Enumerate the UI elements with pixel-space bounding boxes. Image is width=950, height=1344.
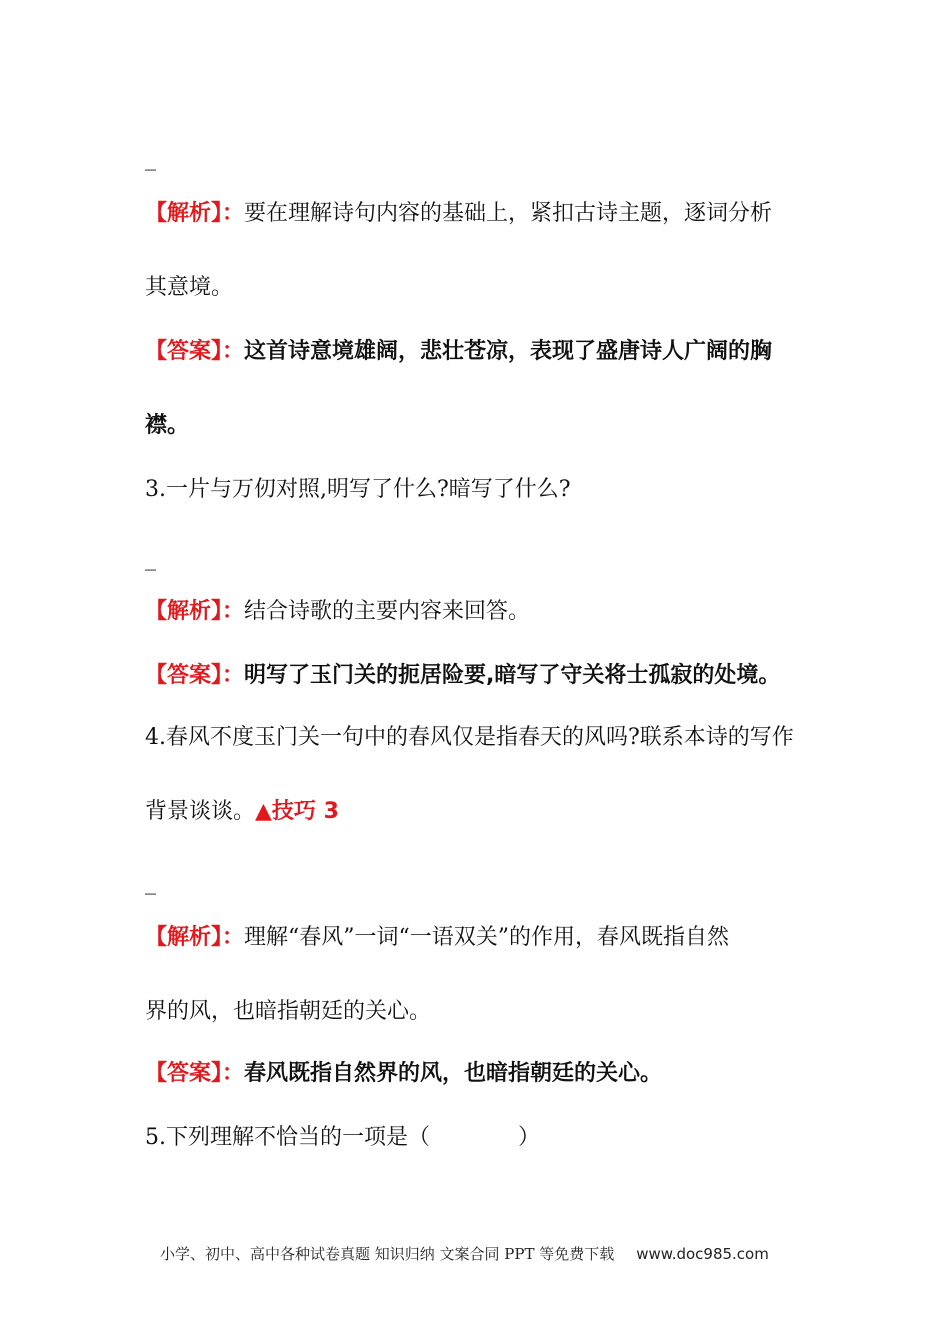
footer-text: 小学、初中、高中各种试卷真题 知识归纳 文案合同 PPT 等免费下载 <box>160 1245 615 1263</box>
answer-blank-q2: _ <box>145 146 156 171</box>
analysis-tag: 【解析】： <box>145 925 245 950</box>
footer-url[interactable]: www.doc985.com <box>636 1245 769 1263</box>
analysis-text: 结合诗歌的主要内容来回答。 <box>244 599 531 624</box>
analysis-text: 要在理解诗句内容的基础上，紧扣古诗主题，逐词分析 <box>244 201 773 226</box>
answer-blank-q4: _ <box>145 870 156 895</box>
answer-text: 明写了玉门关的扼居险要,暗写了守关将士孤寂的处境。 <box>244 663 781 688</box>
q3-question: 3.一片与万仞对照,明写了什么?暗写了什么? <box>145 477 571 502</box>
q2-analysis-line1 <box>145 198 772 230</box>
q4-question-line2 <box>145 796 339 828</box>
answer-tag: 【答案】： <box>145 339 245 364</box>
q2-analysis-line2: 其意境。 <box>145 275 234 300</box>
analysis-text: 理解“春风”一词“一语双关”的作用，春风既指自然 <box>244 925 730 950</box>
q4-analysis-line2: 界的风，也暗指朝廷的关心。 <box>145 999 432 1024</box>
q2-answer-line2: 襟。 <box>145 413 190 438</box>
q4-analysis-line1 <box>145 922 729 954</box>
q2-answer-line1 <box>145 336 772 368</box>
tip-label: ▲技巧 3 <box>255 799 339 824</box>
answer-tag: 【答案】： <box>145 663 245 688</box>
q5-question: 5.下列理解不恰当的一项是（ ） <box>145 1125 540 1150</box>
q4-question-line1: 4.春风不度玉门关一句中的春风仅是指春天的风吗?联系本诗的写作 <box>145 725 794 750</box>
answer-text: 这首诗意境雄阔，悲壮苍凉，表现了盛唐诗人广阔的胸 <box>244 339 773 364</box>
answer-blank-q3: _ <box>145 546 156 571</box>
answer-tag: 【答案】： <box>145 1061 245 1086</box>
page-footer <box>160 1243 769 1265</box>
answer-text: 春风既指自然界的风，也暗指朝廷的关心。 <box>244 1061 663 1086</box>
question-text: 背景谈谈。 <box>145 799 256 824</box>
q3-analysis <box>145 596 530 628</box>
analysis-tag: 【解析】： <box>145 201 245 226</box>
q4-answer <box>145 1058 662 1090</box>
q3-answer <box>145 660 780 692</box>
analysis-tag: 【解析】： <box>145 599 245 624</box>
